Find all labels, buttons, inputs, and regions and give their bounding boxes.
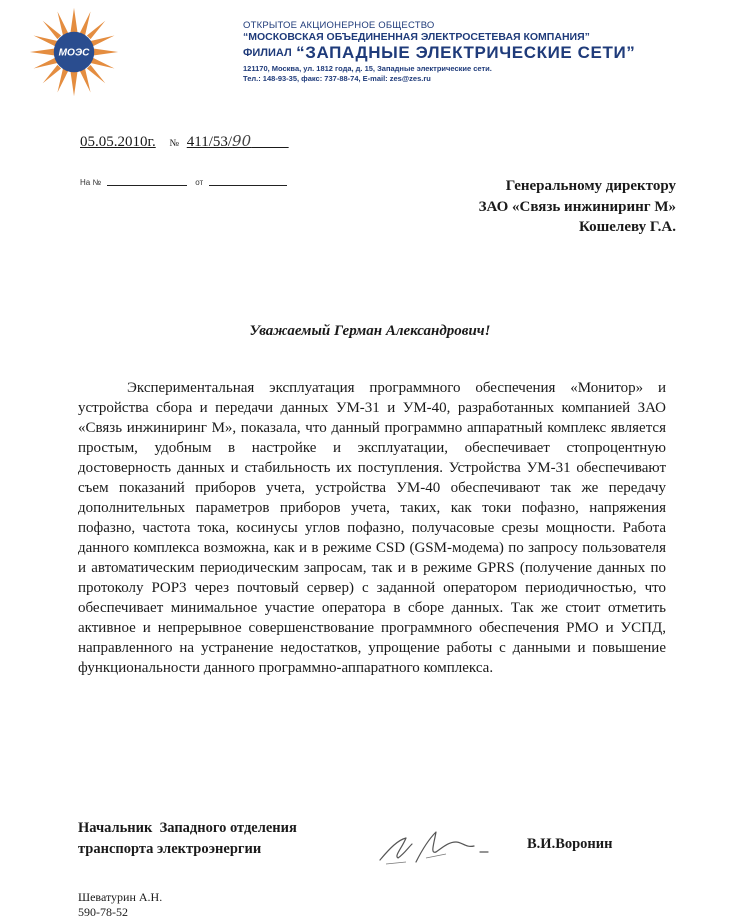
ref-number-blank (107, 185, 187, 186)
addressee-company: ЗАО «Связь инжиниринг М» (478, 198, 676, 215)
number-label: № (169, 138, 180, 149)
executor-phone: 590-78-52 (78, 905, 128, 919)
branch-name: “ЗАПАДНЫЕ ЭЛЕКТРИЧЕСКИЕ СЕТИ” (296, 43, 636, 62)
signatory-name: В.И.Воронин (527, 836, 613, 852)
signatory-title-line1: Начальник Западного отделения (78, 820, 297, 836)
letter-number (187, 134, 289, 150)
contacts: Тел.: 148-93-35, факс: 737-88-74, E-mail: zes@zes.ru (243, 74, 431, 83)
ref-date-blank (209, 185, 287, 186)
logo-text: МОЭС (58, 47, 90, 59)
ref-from-label: от (195, 178, 204, 187)
executor-name: Шеватурин А.Н. (78, 890, 163, 904)
company-name: “МОСКОВСКАЯ ОБЪЕДИНЕННАЯ ЭЛЕКТРОСЕТЕВАЯ КОМПАНИЯ” (243, 31, 590, 43)
addressee (479, 176, 676, 238)
company-logo (28, 6, 120, 98)
address: 121170, Москва, ул. 1812 года, д. 15, Западные электрические сети. (243, 64, 492, 73)
handwritten-signature (376, 818, 504, 872)
registration-line (80, 132, 289, 151)
ref-label: На № (80, 178, 102, 187)
salutation: Уважаемый Герман Александрович! (249, 323, 491, 339)
executor (78, 890, 162, 920)
branch-line (243, 43, 635, 64)
letter-date: 05.05.2010г. (80, 134, 156, 150)
number-handwritten: 90 (232, 132, 252, 150)
branch-prefix: ФИЛИАЛ (243, 47, 292, 59)
addressee-position: Генеральному директору (505, 178, 676, 194)
signatory-title (78, 818, 297, 860)
org-type: ОТКРЫТОЕ АКЦИОНЕРНОЕ ОБЩЕСТВО (243, 20, 435, 31)
signatory-title-line2: транспорта электроэнергии (78, 841, 262, 857)
addressee-name: Кошелеву Г.А. (578, 219, 676, 235)
letter-body: Экспериментальная эксплуатация программного обеспечения «Монитор» и устройства сбора и передачи данных УМ-31 и УМ-40, разработанных компанией ЗАО «Связь инжиниринг М», показала, что данный программно аппаратный комплекс является простым, удобным в настройке и эксплуатации, обеспечивает стопроцентную достоверность данных и стабильность их поступления. Устройства УМ-31 обеспечивают съем показаний приборов учета, устройства УМ-40 обеспечивают так же передачу дополнительных параметров приборов учета, таких, как токи пофазно, напряжения пофазно, частота тока, косинусы углов пофазно, получасовые срезы мощности. Работа данного комплекса возможна, как и в режиме CSD (GSM-модема) по запросу пользователя и автоматическим периодическим запросам, так и в режиме GPRS (получение данных по протоколу POP3 через почтовый сервер) с заданной оператором периодичностью, что обеспечивает минимальное участие оператора в сборе данных. Так же стоит отметить активное и непрерывное совершенствование программного обеспечения РМО и УСПД, направленного на устранение недостатков, упрощение работы с данными и повышение функциональности данного программно-аппаратного комплекса. (78, 380, 666, 676)
reference-line (80, 178, 293, 187)
number-printed: 411/53/ (186, 134, 233, 150)
letterhead (243, 20, 635, 84)
